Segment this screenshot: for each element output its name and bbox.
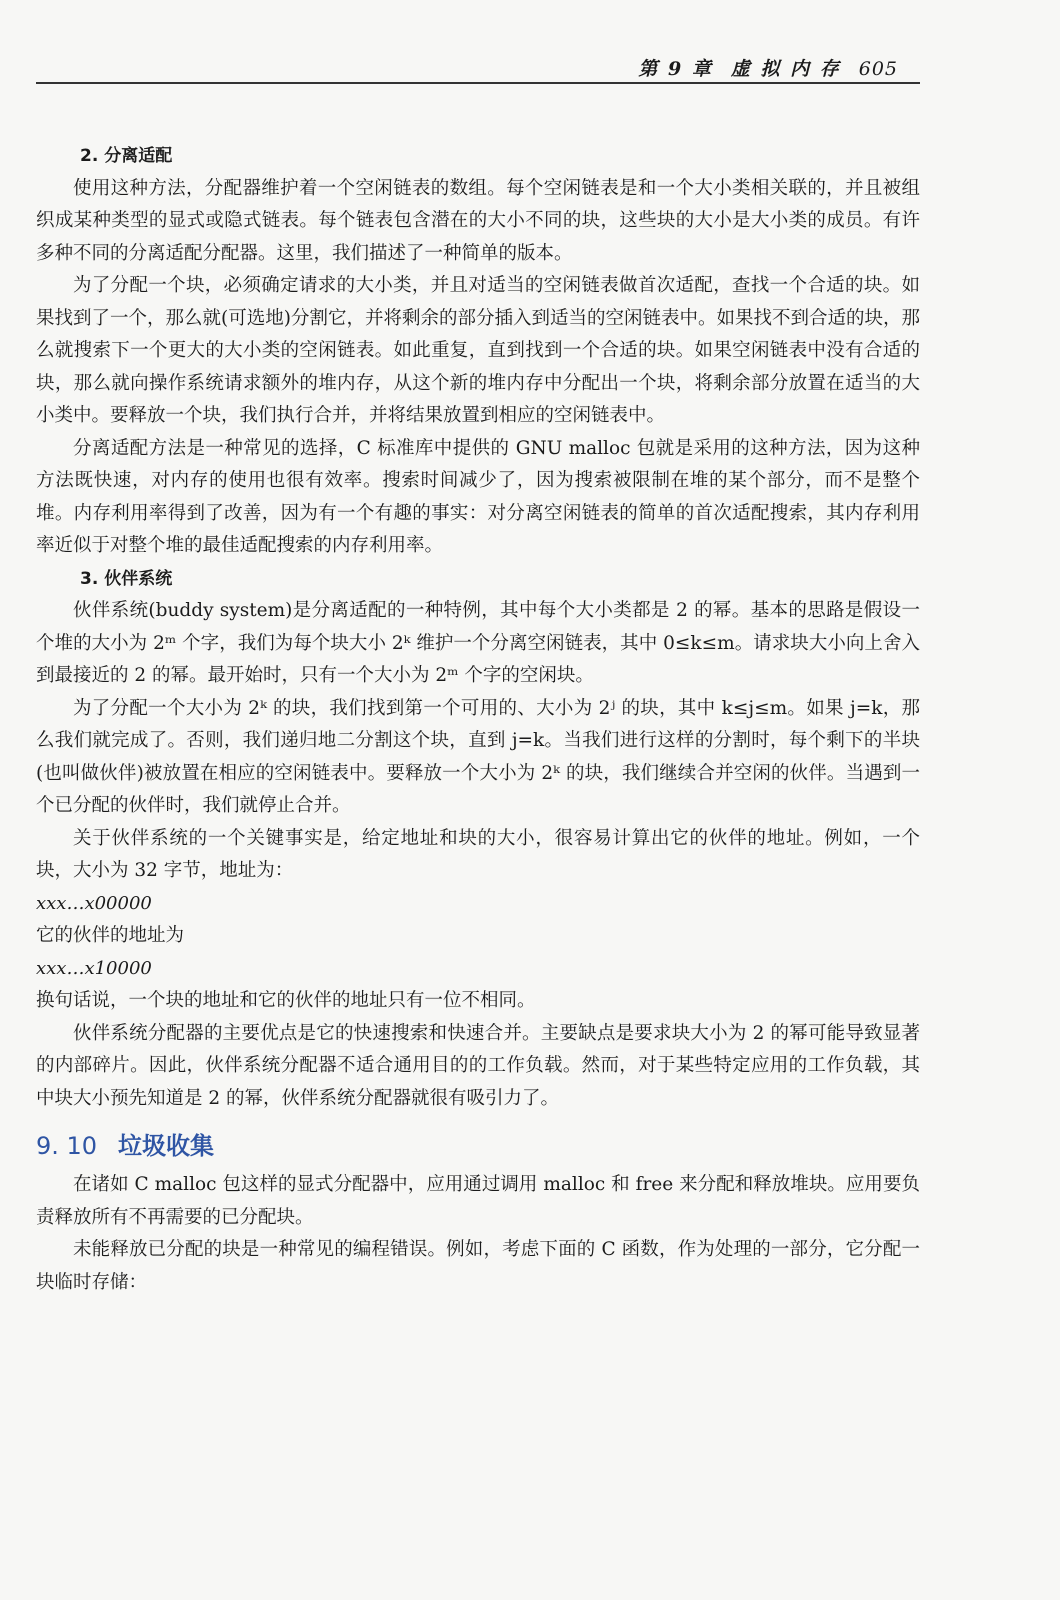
page-number: 605 <box>858 58 898 80</box>
paragraph: 换句话说，一个块的地址和它的伙伴的地址只有一位不相同。 <box>36 990 536 1011</box>
chapter-label: 第 9 章 <box>638 58 713 80</box>
paragraph: 为了分配一个块，必须确定请求的大小类，并且对适当的空闲链表做首次适配，查找一个合适的块。如果找到了一个，那么就(可选地)分割它，并将剩余的部分插入到适当的空闲链表中。如果找不到合适的块，那么就搜索下一个更大的大小类的空闲链表。如此重复，直到找到一个合适的块。如果空闲链表中没有合适的块，那么就向操作系统请求额外的堆内存，从这个新的堆内存中分配出一个块，将剩余部分放置在适当的大小类中。要释放一个块，我们执行合并，并将结果放置到相应的空闲链表中。 <box>36 275 920 426</box>
paragraph: 为了分配一个大小为 2ᵏ 的块，我们找到第一个可用的、大小为 2ʲ 的块，其中 k≤j≤m。如果 j=k，那么我们就完成了。否则，我们递归地二分割这个块，直到 j=k。当我们进行这样的分割时，每个剩下的半块(也叫做伙伴)被放置在相应的空闲链表中。要释放一个大小为 2ᵏ 的块，我们继续合并空闲的伙伴。当遇到一个已分配的伙伴时，我们就停止合并。 <box>36 697 920 816</box>
paragraph: 在诸如 C malloc 包这样的显式分配器中，应用通过调用 malloc 和 free 来分配和释放堆块。应用要负责释放所有不再需要的已分配块。 <box>36 1174 920 1228</box>
paragraph: 分离适配方法是一种常见的选择，C 标准库中提供的 GNU malloc 包就是采用的这种方法，因为这种方法既快速，对内存的使用也很有效率。搜索时间减少了，因为搜索被限制在堆的某个部分，而不是整个堆。内存利用率得到了改善，因为有一个有趣的事实：对分离空闲链表的简单的首次适配搜索，其内存利用率近似于对整个堆的最佳适配搜索的内存利用率。 <box>36 437 920 556</box>
paragraph: 伙伴系统分配器的主要优点是它的快速搜索和快速合并。主要缺点是要求块大小为 2 的幂可能导致显著的内部碎片。因此，伙伴系统分配器不适合通用目的的工作负载。然而，对于某些特定应用的工作负载，其中块大小预先知道是 2 的幂，伙伴系统分配器就很有吸引力了。 <box>36 1022 920 1109</box>
section-number: 9. 10 <box>36 1132 98 1160</box>
chapter-title: 虚 拟 内 存 <box>730 58 841 80</box>
paragraph: 使用这种方法，分配器维护着一个空闲链表的数组。每个空闲链表是和一个大小类相关联的，并且被组织成某种类型的显式或隐式链表。每个链表包含潜在的大小不同的块，这些块的大小是大小类的成员。有许多种不同的分离适配分配器。这里，我们描述了一种简单的版本。 <box>36 177 920 264</box>
paragraph: 它的伙伴的地址为 <box>36 925 185 946</box>
section-heading: 垃圾收集 <box>118 1132 214 1160</box>
subsection-title-segregated-fit: 2. 分离适配 <box>80 146 173 166</box>
section-title-garbage-collection <box>36 1129 920 1163</box>
page-body <box>36 140 920 1299</box>
address-formula: xxx…x00000 <box>36 892 152 914</box>
running-header <box>36 52 920 84</box>
subsection-title-buddy-system: 3. 伙伴系统 <box>80 568 173 589</box>
paragraph: 关于伙伴系统的一个关键事实是，给定地址和块的大小，很容易计算出它的伙伴的地址。例如，一个块，大小为 32 字节，地址为： <box>36 827 920 881</box>
paragraph: 未能释放已分配的块是一种常见的编程错误。例如，考虑下面的 C 函数，作为处理的一部分，它分配一块临时存储： <box>36 1239 920 1293</box>
header-text <box>638 54 898 81</box>
paragraph: 伙伴系统(buddy system)是分离适配的一种特例，其中每个大小类都是 2 的幂。基本的思路是假设一个堆的大小为 2ᵐ 个字，我们为每个块大小 2ᵏ 维护一个分离空闲链表，其中 0≤k≤m。请求块大小向上舍入到最接近的 2 的幂。最开始时，只有一个大小为 2ᵐ 个字的空闲块。 <box>36 600 920 686</box>
buddy-address-formula: xxx…x10000 <box>36 957 152 979</box>
